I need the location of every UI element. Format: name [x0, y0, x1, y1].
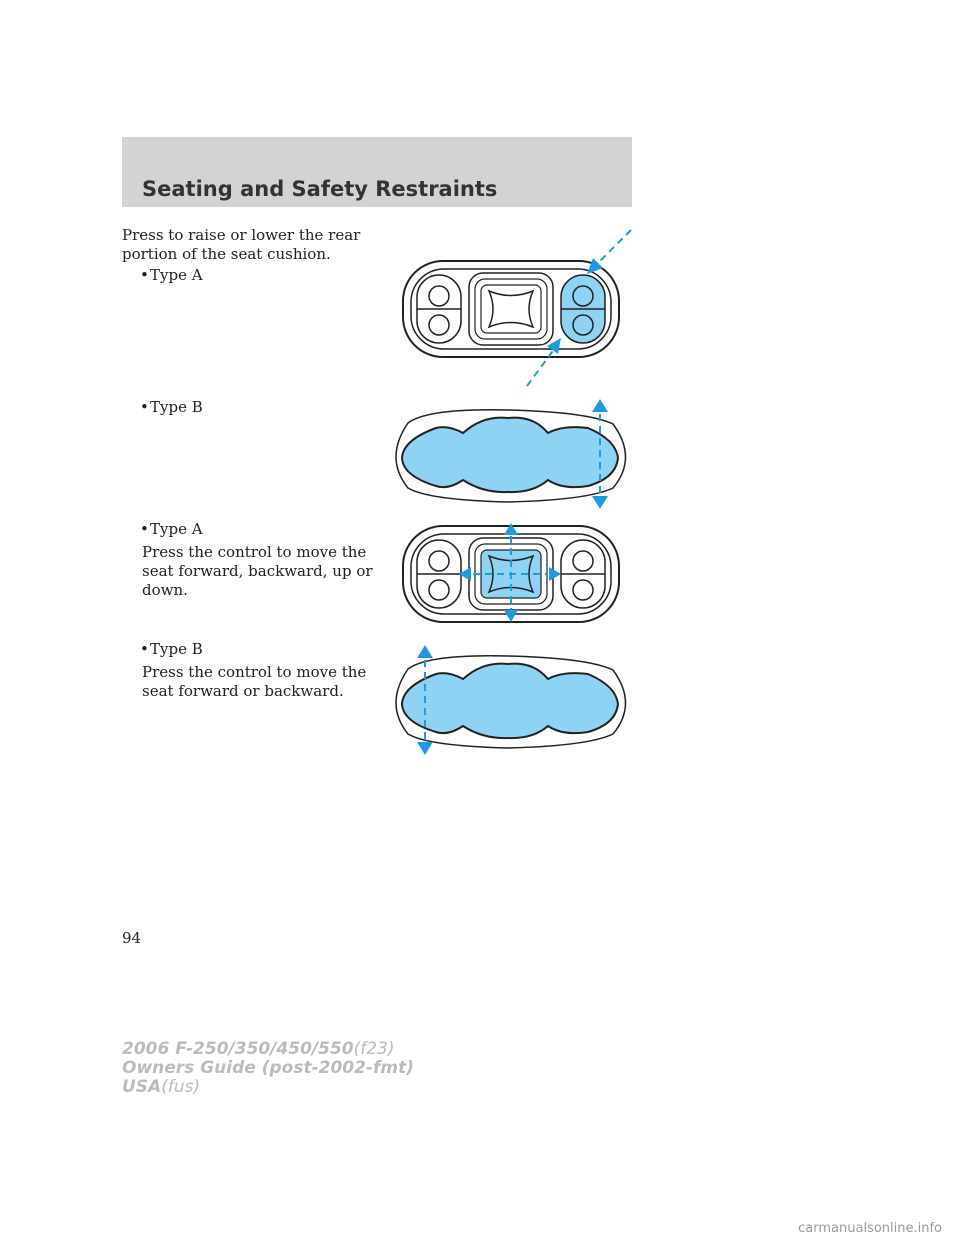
footer-guide: Owners Guide (post-2002-fmt): [122, 1058, 415, 1078]
bullet-dot: •: [140, 398, 149, 416]
bullet-label: Type A: [150, 266, 203, 284]
bullet-label: Type B: [150, 398, 203, 416]
page-number: 94: [122, 929, 142, 947]
bullet-type-a-2: [140, 520, 203, 539]
footer-region-code: (fus): [161, 1077, 201, 1097]
figure-type-b-seat: [388, 644, 638, 759]
document-footer: [122, 1040, 414, 1097]
figure-type-b-cushion: [388, 398, 638, 513]
section-header: [122, 137, 632, 207]
bullet-description: Press the control to move the seat forward or backward.: [142, 663, 367, 700]
bullet-type-a-1: [140, 266, 203, 285]
bullet-label: Type B: [150, 640, 203, 658]
bullet-dot: •: [140, 640, 149, 658]
watermark: carmanualsonline.info: [798, 1221, 942, 1236]
bullet-label: Type A: [150, 520, 203, 538]
bullet-dot: •: [140, 520, 149, 538]
bullet-dot: •: [140, 266, 149, 284]
bullet-description: Press the control to move the seat forward, backward, up or down.: [142, 543, 373, 599]
footer-model: 2006 F-250/350/450/550: [122, 1039, 354, 1059]
section-title: Seating and Safety Restraints: [142, 177, 498, 201]
intro-text: Press to raise or lower the rear portion of the seat cushion.: [122, 226, 361, 263]
figure-type-a-cushion: [395, 228, 640, 393]
bullet-type-b-1: [140, 398, 203, 417]
footer-model-code: (f23): [353, 1039, 395, 1059]
figure-type-a-seat: [395, 520, 630, 625]
footer-region: USA: [122, 1077, 162, 1097]
bullet-type-b-2: [140, 640, 203, 659]
